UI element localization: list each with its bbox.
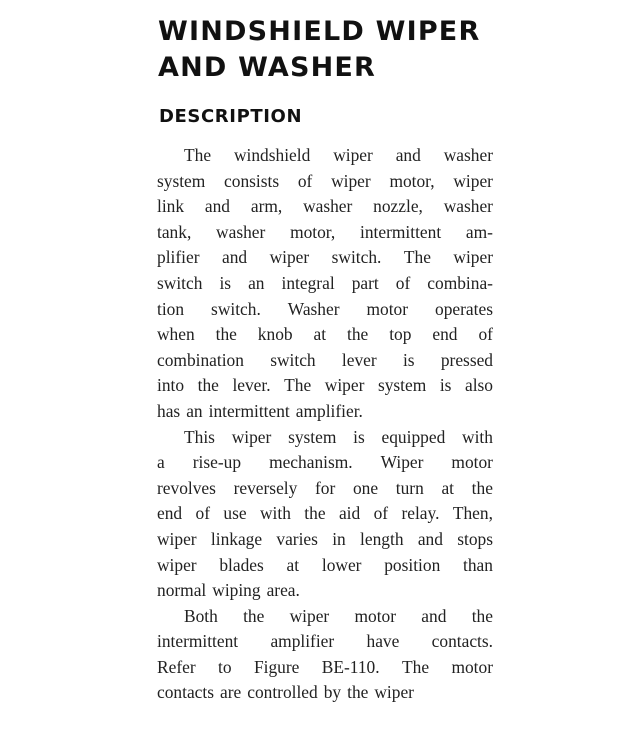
word: stops [457,528,493,549]
word: an [186,400,203,421]
paragraph-line [157,655,493,681]
word: in [332,528,346,549]
paragraph-line [157,194,493,220]
paragraph-line [157,476,493,502]
word: wiper [269,247,310,268]
word: intermittent [157,631,239,652]
word: The [402,656,430,677]
paragraph-line [157,297,493,323]
word: motor [451,656,493,677]
word: This [184,426,215,447]
word: contacts. [431,631,493,652]
word: contacts [157,682,214,703]
word: controlled [247,682,318,703]
word: with [259,503,291,524]
word: washer [443,145,493,165]
word: intermittent [208,400,290,421]
word: the [347,682,369,703]
paragraph-line [157,501,493,527]
word: of [395,272,411,293]
word: link [157,196,185,217]
word: pressed [440,349,493,370]
word: to [218,656,232,677]
paragraph-line [157,527,493,553]
word: Then, [452,503,493,524]
word: system [157,170,206,191]
word: revolves [157,477,216,498]
paragraph-line [157,553,493,579]
paragraph-line [157,425,493,451]
word: the [347,324,369,345]
word: motor [354,605,397,626]
word: knob [257,324,293,345]
word: wiper [331,170,371,191]
word: of [195,503,211,524]
word: reversely [233,477,298,498]
word: also [464,375,493,396]
word: into [157,375,185,396]
word: motor, [389,170,435,191]
word: switch [157,272,203,293]
word: have [366,631,400,652]
word: Refer [157,656,196,677]
word: length [360,528,404,549]
word: nozzle, [373,196,423,217]
paragraph-line [157,143,493,169]
word: the [197,375,219,396]
word: end [157,503,183,524]
word: intermittent [360,221,442,242]
word: one [352,477,379,498]
word: an [248,272,265,293]
word: wiper [324,375,365,396]
page-title-line-2: AND WASHER [158,52,377,83]
section-heading-description: DESCRIPTION [159,106,303,127]
word: amplifier. [295,400,363,421]
word: blades [219,554,264,575]
word: wiper [157,528,197,549]
word: lever. [232,375,271,396]
word: tion [157,298,185,319]
word: area. [266,580,300,601]
word: relay. [401,503,440,524]
word: with [462,426,493,447]
word: and [204,196,231,217]
word: washer [216,221,266,242]
word: of [478,324,493,345]
word: washer [443,196,493,217]
word: The [184,145,212,165]
word: turn [395,477,424,498]
word: arm, [250,196,283,217]
word: system [288,426,337,447]
word: varies [276,528,318,549]
word: and [221,247,248,268]
word: switch. [331,247,382,268]
word: of [297,170,313,191]
word: when [157,324,195,345]
word: switch. [211,298,261,319]
paragraph-line [157,169,493,195]
word: wiper [453,170,493,191]
word: at [313,324,327,345]
word: combina- [427,272,493,293]
paragraph-line [157,450,493,476]
word: the [215,324,237,345]
page-title [158,14,518,86]
word: mechanism. [269,452,353,473]
word: wiper [231,426,272,447]
word: use [223,503,247,524]
word: Figure [253,656,300,677]
word: wiper [374,682,414,703]
paragraph-line [157,578,493,604]
word: has [157,400,181,421]
paragraph-line [157,399,493,425]
word: top [389,324,412,345]
word: Both [184,605,218,626]
word: a [157,452,165,473]
word: wiper [289,605,330,626]
word: windshield [233,145,311,165]
word: motor, [290,221,336,242]
paragraph-line [157,245,493,271]
word: and [421,605,447,626]
paragraph-line [157,373,493,399]
word: Washer [287,298,340,319]
word: position [384,554,441,575]
word: of [373,503,389,524]
word: motor [366,298,409,319]
word: is [353,426,365,447]
word: is [402,349,415,370]
word: system [377,375,427,396]
word: Wiper [380,452,424,473]
word: and [395,145,421,165]
word: consists [224,170,280,191]
word: lower [321,554,362,575]
description-body [157,143,493,706]
word: amplifier [270,631,335,652]
word: is [219,272,232,293]
word: and [417,528,443,549]
word: normal [157,580,207,601]
word: the [304,503,326,524]
paragraph-line [157,220,493,246]
word: operates [435,298,493,319]
word: tank, [157,221,192,242]
word: The [403,247,431,268]
word: combination [157,349,244,370]
word: wiping [212,580,261,601]
word: motor [451,452,493,473]
word: at [441,477,454,498]
word: equipped [381,426,446,447]
word: The [284,375,312,396]
paragraph-line [157,348,493,374]
word: is [439,375,452,396]
word: lever [341,349,377,370]
word: by [323,682,342,703]
paragraph-line [157,629,493,655]
word: am- [465,221,493,242]
page-title-line-1: WINDSHIELD WIPER [158,16,481,47]
word: than [463,554,493,575]
word: the [471,605,493,626]
word: end [432,324,458,345]
word: linkage [210,528,263,549]
word: integral [281,272,335,293]
word: part [351,272,379,293]
word: wiper [453,247,493,268]
paragraph-line [157,322,493,348]
word: washer [303,196,353,217]
word: are [219,682,242,703]
word: switch [270,349,316,370]
word: rise-up [192,452,242,473]
word: aid [338,503,361,524]
word: the [243,605,265,626]
word: BE-110. [321,656,380,677]
paragraph-line [157,680,493,706]
word: plifier [157,247,200,268]
word: for [315,477,336,498]
paragraph-line [157,271,493,297]
word: wiper [333,145,373,165]
paragraph-line [157,604,493,630]
word: at [286,554,300,575]
word: wiper [157,554,197,575]
word: the [471,477,493,498]
